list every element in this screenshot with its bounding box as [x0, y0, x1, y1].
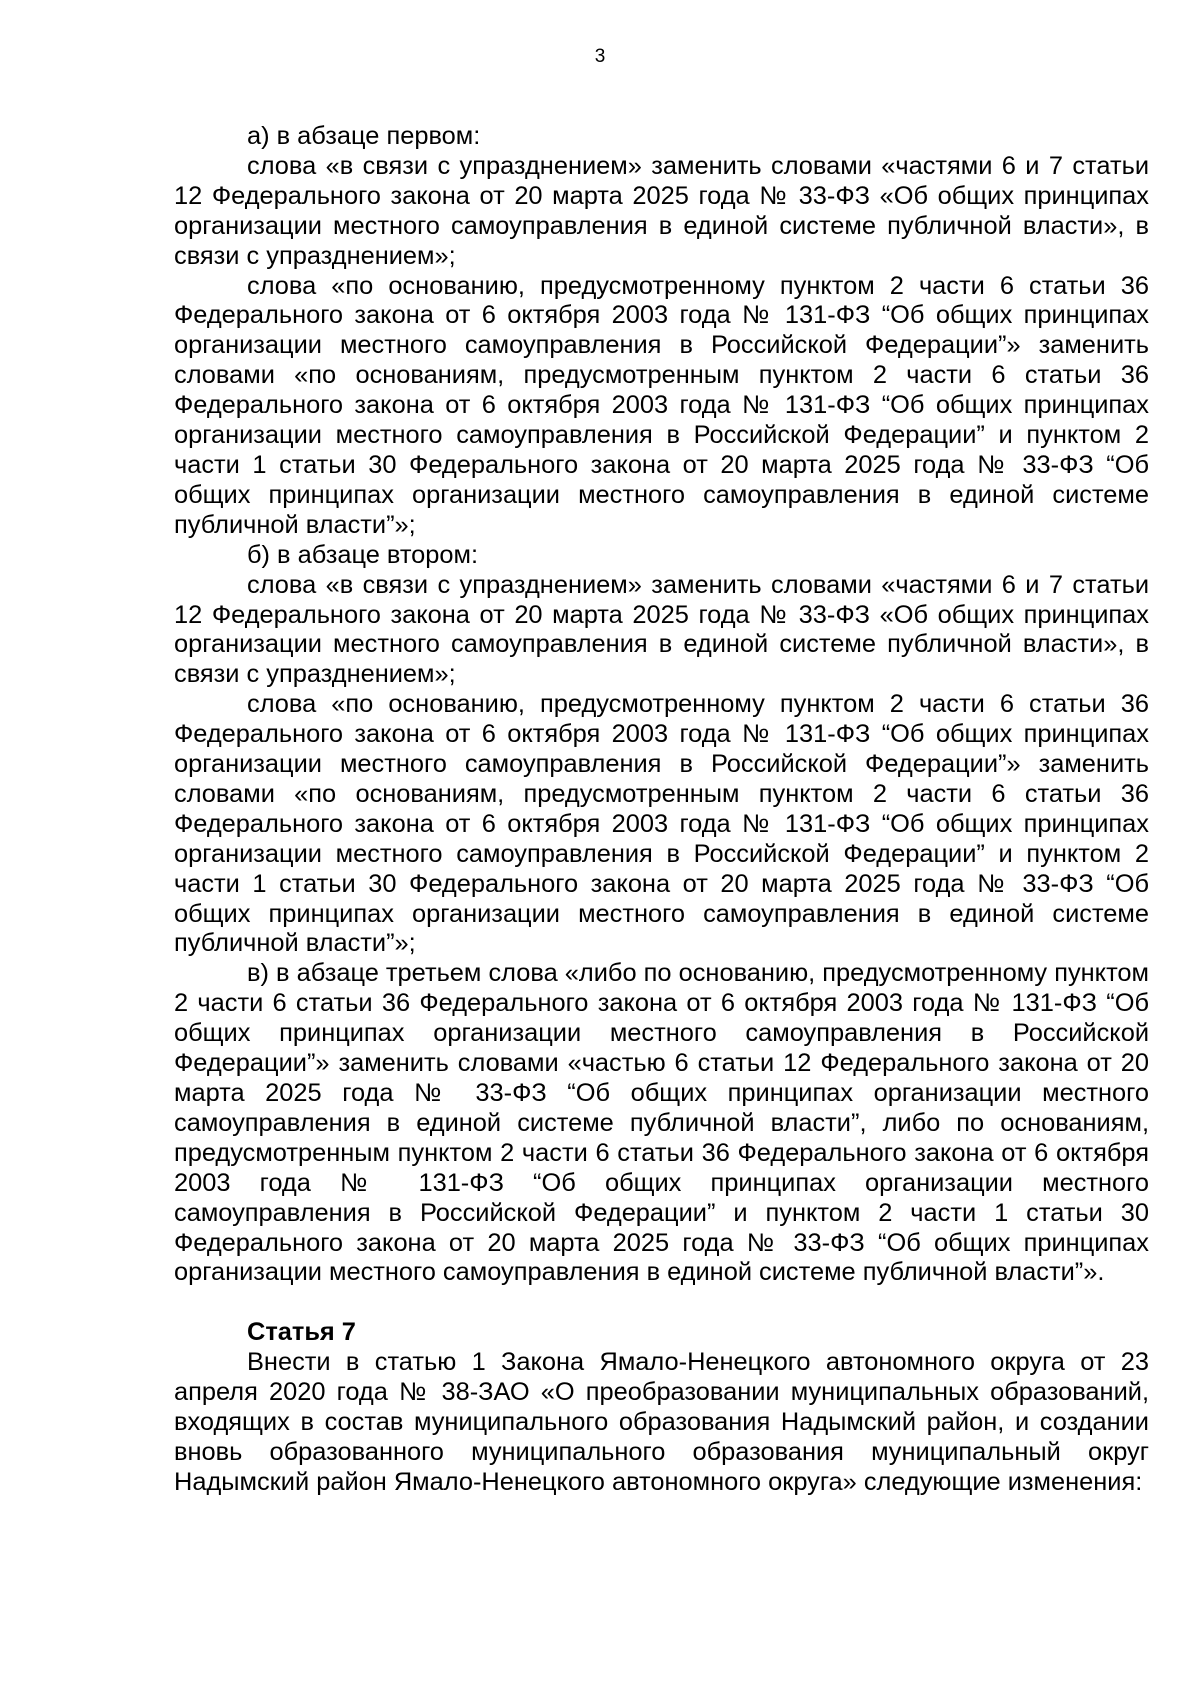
- paragraph-a-amendment-1: слова «в связи с упразднением» заменить словами «частями 6 и 7 статьи 12 Федерального закона от 20 марта 2025 года № 33-ФЗ «Об общих принципах организации местного самоуправления в единой системе публичной власти», в связи с упразднением»;: [174, 151, 1149, 270]
- article-heading: Статья 7: [247, 1318, 356, 1347]
- page-number: 3: [594, 46, 606, 67]
- paragraph-a-amendment-2: слова «по основанию, предусмотренному пунктом 2 части 6 статьи 36 Федерального закона от 6 октября 2003 года № 131-ФЗ “Об общих принципах организации местного самоуправления в Российской Федерации”» заменить словами «по основаниям, предусмотренным пунктом 2 части 6 статьи 36 Федерального закона от 6 октября 2003 года № 131-ФЗ “Об общих принципах организации местного самоуправления в Российской Федерации” и пунктом 2 части 1 статьи 30 Федерального закона от 20 марта 2025 года № 33-ФЗ “Об общих принципах организации местного самоуправления в единой системе публичной власти”»;: [174, 271, 1149, 539]
- paragraph-item-b: б) в абзаце втором:: [247, 540, 479, 569]
- document-body: [174, 122, 1149, 1498]
- paragraph-item-a: а) в абзаце первом:: [247, 122, 481, 150]
- paragraph-b-amendment-1: слова «в связи с упразднением» заменить словами «частями 6 и 7 статьи 12 Федерального закона от 20 марта 2025 года № 33-ФЗ «Об общих принципах организации местного самоуправления в единой системе публичной власти», в связи с упразднением»;: [174, 570, 1149, 689]
- article-7-intro: Внести в статью 1 Закона Ямало-Ненецкого автономного округа от 23 апреля 2020 года № 38-ЗАО «О преобразовании муниципальных образований, входящих в состав муниципального образования Надымский район, и создании вновь образованного муниципального образования муниципальный округ Надымский район Ямало-Ненецкого автономного округа» следующие изменения:: [174, 1348, 1149, 1496]
- paragraph-item-v: в) в абзаце третьем слова «либо по основанию, предусмотренному пунктом 2 части 6 статьи 36 Федерального закона от 6 октября 2003 года № 131-ФЗ “Об общих принципах организации местного самоуправления в Российской Федерации”» заменить словами «частью 6 статьи 12 Федерального закона от 20 марта 2025 года № 33-ФЗ “Об общих принципах организации местного самоуправления в единой системе публичной власти”, либо по основаниям, предусмотренным пунктом 2 части 6 статьи 36 Федерального закона от 6 октября 2003 года № 131-ФЗ “Об общих принципах организации местного самоуправления в Российской Федерации” и пунктом 2 части 1 статьи 30 Федерального закона от 20 марта 2025 года № 33-ФЗ “Об общих принципах организации местного самоуправления в единой системе публичной власти”».: [174, 959, 1149, 1287]
- paragraph-b-amendment-2: слова «по основанию, предусмотренному пунктом 2 части 6 статьи 36 Федерального закона от 6 октября 2003 года № 131-ФЗ “Об общих принципах организации местного самоуправления в Российской Федерации”» заменить словами «по основаниям, предусмотренным пунктом 2 части 6 статьи 36 Федерального закона от 6 октября 2003 года № 131-ФЗ “Об общих принципах организации местного самоуправления в Российской Федерации” и пунктом 2 части 1 статьи 30 Федерального закона от 20 марта 2025 года № 33-ФЗ “Об общих принципах организации местного самоуправления в единой системе публичной власти”»;: [174, 690, 1149, 958]
